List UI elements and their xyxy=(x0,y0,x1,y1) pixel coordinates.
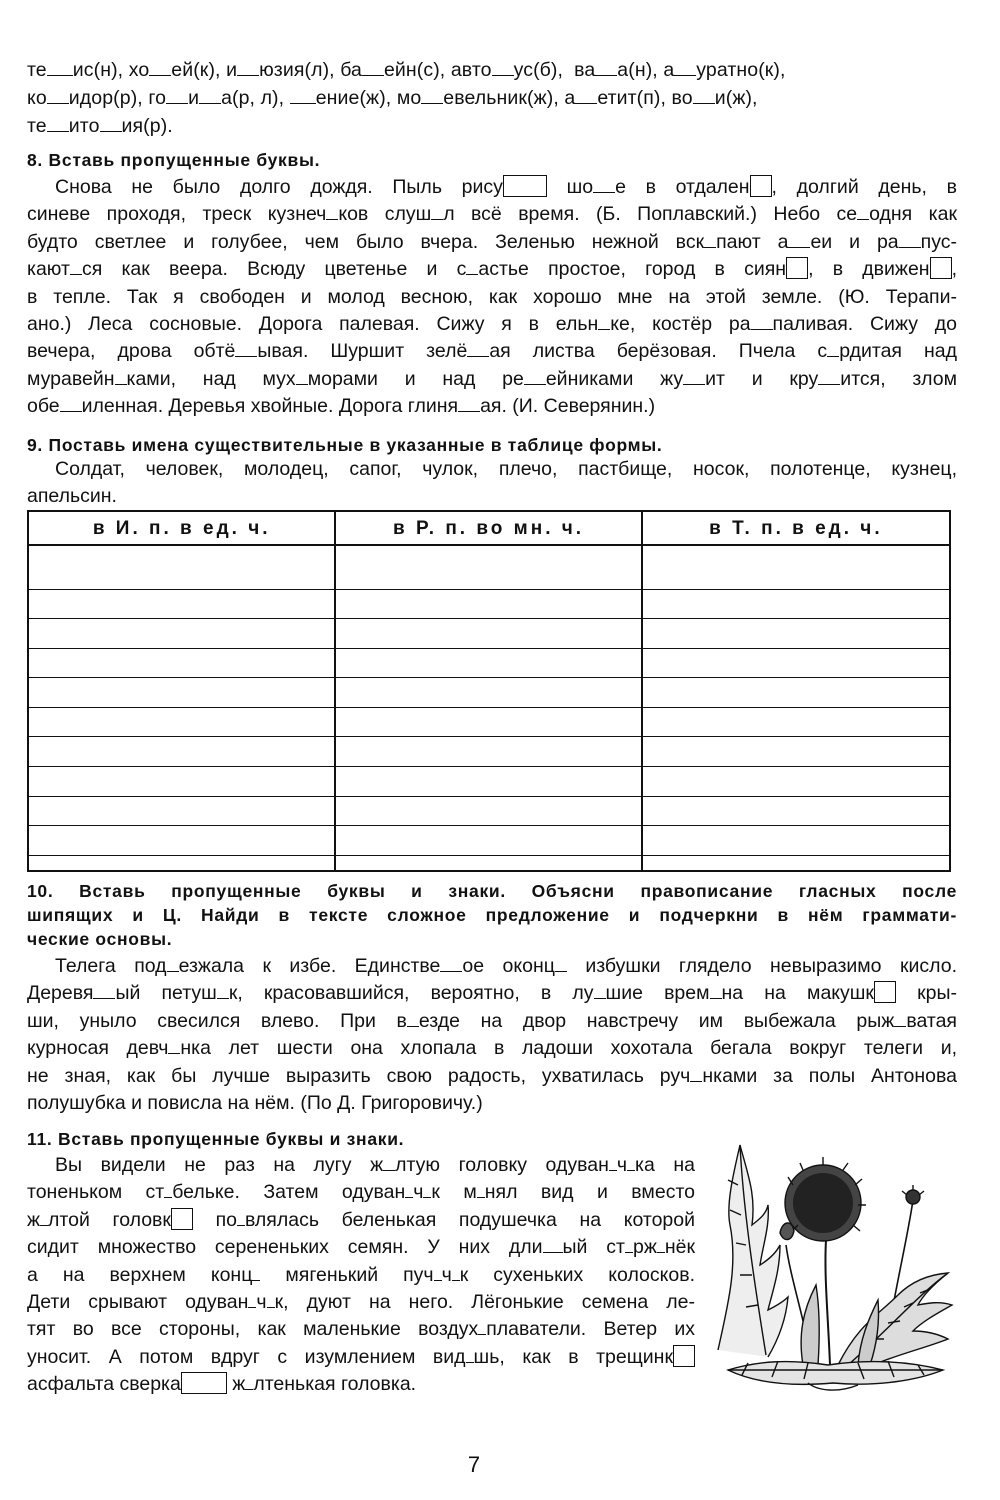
table-row xyxy=(29,796,949,826)
table-cell[interactable] xyxy=(335,589,641,619)
intro-exercise xyxy=(27,56,957,140)
answer-box[interactable] xyxy=(786,257,808,279)
task-8-line: кают ся как веера. Всюду цветенье и с астье простое, город в сиян , в движен , xyxy=(27,258,957,281)
task-8-line: обе иленная. Деревья хвойные. Дорога глиня ая. (И. Северянин.) xyxy=(27,395,656,418)
answer-box[interactable] xyxy=(874,981,896,1003)
table-header: в И. п. в ед. ч. xyxy=(29,512,335,545)
table-cell[interactable] xyxy=(29,767,335,797)
table-cell[interactable] xyxy=(642,589,949,619)
answer-box[interactable] xyxy=(750,175,772,197)
task-8-line: вечера, дрова обтё ывая. Шуршит зелё ая листва берёзовая. Пчела с рдитая над xyxy=(27,340,958,363)
answer-box[interactable] xyxy=(181,1372,227,1394)
task-10-line: ши, уныло свесился влево. При в езде на двор навстречу им выбежала рыж ватая xyxy=(27,1009,957,1032)
table-row xyxy=(29,619,949,649)
task-11-line: Дети срывают одуван ч к, дуют на него. Лёгонькие семена ле- xyxy=(27,1290,695,1313)
answer-table xyxy=(27,510,951,872)
task-9-line: Солдат, человек, молодец, сапог, чулок, плечо, пастбище, носок, полотенце, кузнец, xyxy=(55,458,957,480)
table-cell[interactable] xyxy=(642,767,949,797)
answer-box[interactable] xyxy=(930,257,952,279)
task-10-line: Деревя ый петуш к, красовавшийся, вероятно, в лу шие врем на на макушк кры- xyxy=(27,982,957,1005)
table-header: в Т. п. в ед. ч. xyxy=(642,512,949,545)
table-cell[interactable] xyxy=(642,855,949,870)
table-cell[interactable] xyxy=(335,619,641,649)
intro-line-1: те ис(н), хо ей(к), и юзия(л), ба ейн(с), авто ус(б), ва а(н), а уратно(к), xyxy=(27,59,786,81)
table-cell[interactable] xyxy=(642,737,949,767)
task-11-line: тят во все стороны, как маленькие воздух плаватели. Ветер их xyxy=(27,1318,695,1341)
table-cell[interactable] xyxy=(29,619,335,649)
table-cell[interactable] xyxy=(29,678,335,708)
table-row xyxy=(29,678,949,708)
task-11-line: а на верхнем конц мягенький пуч ч к сухеньких колосков. xyxy=(27,1263,696,1286)
table-cell[interactable] xyxy=(335,545,641,589)
page-number: 7 xyxy=(467,1452,481,1477)
task-11-line: тоненьком ст бельке. Затем одуван ч к м нял вид и вместо xyxy=(27,1181,695,1204)
task-8-line: в тепле. Так я свободен и молод весною, как хорошо мне на этой земле. (Ю. Терапи- xyxy=(27,285,957,308)
table-cell[interactable] xyxy=(335,855,641,870)
table-cell[interactable] xyxy=(29,826,335,856)
table-cell[interactable] xyxy=(29,796,335,826)
task-10-line: полушубка и повисла на нём. (По Д. Григоровичу.) xyxy=(27,1091,483,1114)
table-cell[interactable] xyxy=(642,678,949,708)
dandelion-illustration xyxy=(708,1125,960,1400)
task-10-line: Телега под езжала к избе. Единстве ое оконц избушки глядело невыразимо кисло. xyxy=(55,955,957,977)
table-row xyxy=(29,589,949,619)
table-row xyxy=(29,545,949,589)
task-8-line: ано.) Леса сосновые. Дорога палевая. Сижу я в ельн ке, костёр ра паливая. Сижу до xyxy=(27,312,957,335)
task-11-line: уносит. А потом вдруг с изумлением вид шь, как в трещинк xyxy=(27,1344,695,1371)
task-8-line: будто светлее и голубее, чем было вчера. Зеленью нежной вск пают а еи и ра пус- xyxy=(27,230,957,253)
intro-line-2: ко идор(р), го и а(р, л), ение(ж), мо евельник(ж), а етит(п), во и(ж), xyxy=(27,87,758,109)
task-11-line: асфальта сверка ж лтенькая головка. xyxy=(27,1373,417,1396)
task-10-line: курносая девч нка лет шести она хлопала в ладоши хохотала бегала вокруг телеги и, xyxy=(27,1037,957,1060)
task-10-text xyxy=(27,953,957,1117)
table-header: в Р. п. во мн. ч. xyxy=(335,512,641,545)
task-10-title-line: шипящих и Ц. Найди в тексте сложное предложение и подчеркни в нём граммати- xyxy=(27,905,957,925)
table-cell[interactable] xyxy=(642,826,949,856)
intro-line-3: те ито ия(р). xyxy=(27,115,173,137)
table-cell[interactable] xyxy=(29,855,335,870)
task-11-text xyxy=(27,1152,695,1399)
task-10-line: не зная, как бы лучше выразить свою радость, ухватилась руч нками за полы Антонова xyxy=(27,1064,957,1087)
task-11-line: Вы видели не раз на лугу ж лтую головку одуван ч ка на xyxy=(55,1154,695,1176)
table-cell[interactable] xyxy=(29,545,335,589)
table-row xyxy=(29,737,949,767)
answer-box[interactable] xyxy=(673,1345,695,1367)
table-row xyxy=(29,648,949,678)
task-8-title: 8. Вставь пропущенные буквы. xyxy=(27,150,321,170)
table-cell[interactable] xyxy=(335,737,641,767)
table-cell[interactable] xyxy=(642,707,949,737)
table-cell[interactable] xyxy=(29,648,335,678)
task-10-title-line: ческие основы. xyxy=(27,929,173,949)
table-cell[interactable] xyxy=(29,737,335,767)
table-cell[interactable] xyxy=(335,826,641,856)
task-8-line: Снова не было долго дождя. Пыль рису шо е в отдален , долгий день, в xyxy=(55,176,957,198)
table-cell[interactable] xyxy=(335,767,641,797)
task-11-line: сидит множество серененьких семян. У них дли ый ст рж нёк xyxy=(27,1236,696,1259)
task-10-title xyxy=(27,878,957,952)
task-8-line: муравейн ками, над мух морами и над ре ейниками жу ит и кру ится, злом xyxy=(27,367,957,390)
answer-box[interactable] xyxy=(503,175,547,197)
task-8-line: синеве проходя, треск кузнеч ков слуш л всё время. (Б. Поплавский.) Небо се одня как xyxy=(27,203,957,226)
table-cell[interactable] xyxy=(642,796,949,826)
table-row xyxy=(29,767,949,797)
table-cell[interactable] xyxy=(642,619,949,649)
task-11-title: 11. Вставь пропущенные буквы и знаки. xyxy=(27,1129,405,1149)
task-9-line: апельсин. xyxy=(27,485,117,508)
table-cell[interactable] xyxy=(642,545,949,589)
task-10-title-line: 10. Вставь пропущенные буквы и знаки. Объясни правописание гласных после xyxy=(27,881,957,901)
table-cell[interactable] xyxy=(29,707,335,737)
task-9-title: 9. Поставь имена существительные в указанные в таблице формы. xyxy=(27,435,663,455)
task-8-text xyxy=(27,174,957,421)
table-cell[interactable] xyxy=(642,648,949,678)
table-row xyxy=(29,707,949,737)
table-cell[interactable] xyxy=(335,796,641,826)
table-cell[interactable] xyxy=(29,589,335,619)
table-row xyxy=(29,826,949,856)
task-9-text xyxy=(27,456,957,511)
table-cell[interactable] xyxy=(335,678,641,708)
table-cell[interactable] xyxy=(335,707,641,737)
table-body xyxy=(29,545,949,870)
table-row xyxy=(29,855,949,870)
answer-box[interactable] xyxy=(171,1208,193,1230)
task-11-line: ж лтой головк по влялась беленькая подушечка на которой xyxy=(27,1208,695,1231)
table-cell[interactable] xyxy=(335,648,641,678)
